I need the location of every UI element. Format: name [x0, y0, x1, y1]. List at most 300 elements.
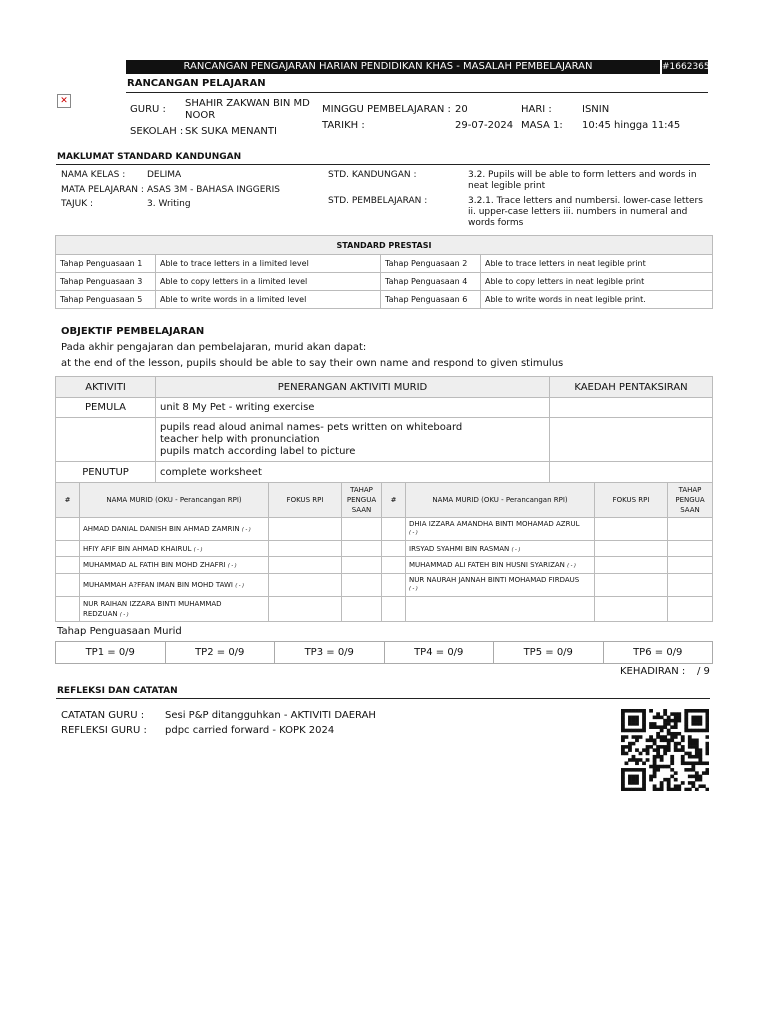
- tp-desc: Able to copy letters in a limited level: [156, 273, 381, 291]
- main-line1: pupils read aloud animal names- pets written on whiteboard: [160, 421, 463, 433]
- qr-module: [628, 722, 632, 726]
- penutup-label: PENUTUP: [56, 462, 156, 483]
- qr-module: [621, 716, 625, 720]
- hari-value: ISNIN: [582, 104, 610, 115]
- qr-module: [670, 712, 674, 716]
- qr-module: [656, 755, 660, 759]
- minggu-label: MINGGU PEMBELAJARAN :: [322, 104, 451, 115]
- qr-module: [625, 729, 629, 733]
- qr-module: [663, 748, 667, 752]
- student-name: [406, 557, 595, 574]
- qr-module: [698, 775, 702, 779]
- tahap-cell: [342, 541, 382, 557]
- qr-module: [688, 781, 692, 785]
- qr-module: [688, 788, 692, 791]
- qr-module: [646, 758, 650, 762]
- qr-module: [684, 768, 688, 772]
- std-pembelajaran-label: STD. PEMBELAJARAN :: [328, 196, 428, 206]
- qr-module: [635, 768, 639, 772]
- col-nama: NAMA MURID (OKU - Perancangan RPI): [406, 483, 595, 518]
- tahap-cell: [668, 597, 713, 622]
- refleksi-heading: REFLEKSI DAN CATATAN: [57, 686, 178, 696]
- qr-module: [698, 709, 702, 713]
- tp3-summary: TP3 = 0/9: [275, 642, 385, 664]
- qr-module: [632, 735, 636, 739]
- qr-module: [698, 755, 702, 759]
- qr-module: [628, 778, 632, 782]
- qr-module: [691, 709, 695, 713]
- qr-module: [635, 729, 639, 733]
- qr-module: [635, 781, 639, 785]
- qr-module: [621, 745, 625, 749]
- qr-module: [656, 765, 660, 769]
- tahap-cell: [342, 518, 382, 541]
- fokus-cell: [595, 518, 668, 541]
- qr-module: [642, 748, 646, 752]
- tp1-summary: TP1 = 0/9: [56, 642, 166, 664]
- qr-module: [628, 788, 632, 791]
- qr-module: [674, 712, 678, 716]
- tahap-summary: [55, 641, 713, 664]
- mata-pelajaran-label: MATA PELAJARAN :: [61, 185, 144, 195]
- qr-module: [698, 748, 702, 752]
- qr-module: [656, 732, 660, 736]
- qr-module: [656, 748, 660, 752]
- qr-module: [688, 768, 692, 772]
- qr-module: [660, 729, 664, 733]
- qr-module: [639, 709, 643, 713]
- qr-module: [621, 739, 625, 743]
- qr-module: [705, 761, 709, 765]
- qr-module: [632, 758, 636, 762]
- qr-module: [663, 765, 667, 769]
- qr-module: [649, 739, 653, 743]
- qr-module: [691, 755, 695, 759]
- student-name: [406, 574, 595, 597]
- main-line2: teacher help with pronunciation: [160, 433, 320, 445]
- qr-module: [625, 709, 629, 713]
- nama-kelas-label: NAMA KELAS :: [61, 170, 126, 180]
- qr-module: [649, 765, 653, 769]
- qr-module: [663, 719, 667, 723]
- qr-module: [670, 725, 674, 729]
- oku-tag: ( - ): [227, 563, 237, 569]
- main-line3: pupils match according label to picture: [160, 445, 356, 457]
- qr-module: [691, 719, 695, 723]
- kaedah-col: KAEDAH PENTAKSIRAN: [550, 377, 713, 398]
- qr-module: [667, 788, 671, 791]
- oku-tag: ( - ): [409, 530, 418, 536]
- qr-module: [681, 735, 685, 739]
- qr-module: [632, 781, 636, 785]
- qr-module: [646, 739, 650, 743]
- tp-desc: Able to write words in a limited level: [156, 291, 381, 309]
- tp5-summary: TP5 = 0/9: [494, 642, 604, 664]
- qr-module: [635, 761, 639, 765]
- qr-module: [628, 719, 632, 723]
- qr-module: [656, 735, 660, 739]
- student-name-text: NUR RAIHAN IZZARA BINTI MUHAMMAD: [83, 599, 222, 608]
- qr-module: [684, 719, 688, 723]
- qr-module: [649, 722, 653, 726]
- num-cell: [382, 541, 406, 557]
- fokus-cell: [595, 597, 668, 622]
- qr-module: [660, 716, 664, 720]
- qr-module: [632, 716, 636, 720]
- qr-module: [702, 784, 706, 788]
- qr-module: [670, 775, 674, 779]
- qr-module: [695, 709, 699, 713]
- qr-module: [621, 719, 625, 723]
- tarikh-label: TARIKH :: [322, 120, 365, 131]
- qr-module: [642, 778, 646, 782]
- qr-module: [663, 725, 667, 729]
- qr-module: [635, 748, 639, 752]
- qr-module: [625, 745, 629, 749]
- num-cell: [382, 518, 406, 541]
- qr-module: [625, 735, 629, 739]
- qr-module: [653, 761, 657, 765]
- student-name-text: MUHAMMAD AL FATIH BIN MOHD ZHAFRI: [83, 561, 226, 569]
- student-name: [80, 574, 269, 597]
- num-cell: [56, 541, 80, 557]
- col-tahap-line1: TAHAP: [678, 486, 702, 494]
- student-name: [406, 518, 595, 541]
- qr-module: [684, 788, 688, 791]
- qr-module: [705, 725, 709, 729]
- qr-module: [639, 758, 643, 762]
- qr-module: [642, 716, 646, 720]
- qr-module: [632, 768, 636, 772]
- objektif-line1: Pada akhir pengajaran dan pembelajaran, murid akan dapat:: [61, 342, 367, 353]
- qr-module: [695, 755, 699, 759]
- qr-module: [698, 716, 702, 720]
- student-name: [80, 557, 269, 574]
- col-tahap: [668, 483, 713, 518]
- qr-module: [670, 755, 674, 759]
- qr-module: [691, 739, 695, 743]
- qr-module: [684, 722, 688, 726]
- tp-label: Tahap Penguasaan 6: [381, 291, 481, 309]
- qr-module: [649, 775, 653, 779]
- qr-module: [674, 732, 678, 736]
- qr-module: [674, 716, 678, 720]
- qr-module: [663, 709, 667, 713]
- col-tahap-line1: TAHAP: [350, 486, 373, 494]
- tahap-cell: [342, 574, 382, 597]
- qr-module: [670, 719, 674, 723]
- table-row: [56, 462, 713, 483]
- qr-module: [663, 712, 667, 716]
- qr-module: [642, 771, 646, 775]
- qr-module: [684, 709, 688, 713]
- qr-module: [642, 729, 646, 733]
- qr-module: [674, 722, 678, 726]
- qr-module: [653, 775, 657, 779]
- qr-module: [653, 742, 657, 746]
- qr-module: [625, 788, 629, 791]
- std-pembelajaran-line2: ii. upper-case letters iii. numbers in numeral and: [468, 207, 688, 217]
- aktiviti-col: AKTIVITI: [56, 377, 156, 398]
- qr-module: [663, 735, 667, 739]
- qr-module: [663, 722, 667, 726]
- qr-module: [653, 768, 657, 772]
- tahap-cell: [668, 541, 713, 557]
- table-row: [56, 418, 713, 462]
- qr-module: [688, 739, 692, 743]
- qr-module: [625, 752, 629, 756]
- qr-module: [632, 719, 636, 723]
- qr-module: [677, 712, 681, 716]
- qr-module: [698, 758, 702, 762]
- qr-module: [674, 788, 678, 791]
- student-name-text: MUHAMMAH A?FFAN IMAN BIN MOHD TAWI: [83, 581, 233, 589]
- qr-module: [674, 725, 678, 729]
- kehadiran-label: KEHADIRAN :: [620, 666, 686, 677]
- qr-module: [698, 722, 702, 726]
- qr-module: [691, 722, 695, 726]
- qr-module: [667, 781, 671, 785]
- qr-module: [628, 748, 632, 752]
- qr-module: [635, 775, 639, 779]
- qr-module: [656, 716, 660, 720]
- col-fokus: FOKUS RPI: [269, 483, 342, 518]
- qr-module: [705, 716, 709, 720]
- num-cell: [382, 574, 406, 597]
- qr-module: [621, 771, 625, 775]
- qr-module: [628, 781, 632, 785]
- qr-module: [646, 745, 650, 749]
- qr-module: [621, 748, 625, 752]
- minggu-value: 20: [455, 104, 468, 115]
- qr-module: [635, 739, 639, 743]
- qr-module: [621, 712, 625, 716]
- tp-label: Tahap Penguasaan 2: [381, 255, 481, 273]
- qr-module: [660, 745, 664, 749]
- objektif-line2: at the end of the lesson, pupils should be able to say their own name and respond to given stimulus: [61, 358, 564, 369]
- qr-module: [698, 729, 702, 733]
- student-name-text: HFIY AFIF BIN AHMAD KHAIRUL: [83, 544, 192, 553]
- table-row: [56, 291, 713, 309]
- qr-module: [653, 758, 657, 762]
- qr-module: [642, 712, 646, 716]
- tp-label: Tahap Penguasaan 4: [381, 273, 481, 291]
- qr-module: [639, 752, 643, 756]
- qr-module: [632, 722, 636, 726]
- qr-module: [705, 768, 709, 772]
- std-kandungan-line2: neat legible print: [468, 181, 546, 191]
- qr-module: [621, 722, 625, 726]
- qr-module: [695, 745, 699, 749]
- qr-module: [632, 755, 636, 759]
- qr-module: [621, 709, 625, 713]
- col-num: #: [56, 483, 80, 518]
- header-title: RANCANGAN PENGAJARAN HARIAN PENDIDIKAN KHAS - MASALAH PEMBELAJARAN: [183, 61, 593, 72]
- tp6-summary: TP6 = 0/9: [603, 642, 713, 664]
- col-num: #: [382, 483, 406, 518]
- qr-module: [656, 768, 660, 772]
- col-nama: NAMA MURID (OKU - Perancangan RPI): [80, 483, 269, 518]
- qr-module: [642, 788, 646, 791]
- qr-module: [621, 788, 625, 791]
- qr-module: [656, 752, 660, 756]
- qr-module: [632, 729, 636, 733]
- std-kandungan-line1: 3.2. Pupils will be able to form letters and words in: [468, 170, 697, 180]
- refleksi-value: pdpc carried forward - KOPK 2024: [165, 725, 335, 736]
- qr-module: [670, 732, 674, 736]
- student-name: [80, 518, 269, 541]
- student-name-text: IRSYAD SYAHMI BIN RASMAN: [409, 544, 510, 553]
- qr-module: [632, 778, 636, 782]
- qr-module: [625, 768, 629, 772]
- qr-module: [635, 719, 639, 723]
- qr-module: [691, 784, 695, 788]
- qr-module: [649, 725, 653, 729]
- tp-label: Tahap Penguasaan 1: [56, 255, 156, 273]
- qr-module: [688, 761, 692, 765]
- qr-module: [656, 712, 660, 716]
- qr-module: [667, 784, 671, 788]
- divider: [56, 164, 710, 165]
- standard-prestasi-heading: STANDARD PRESTASI: [56, 236, 713, 255]
- qr-module: [670, 758, 674, 762]
- qr-module: [702, 761, 706, 765]
- qr-module: [656, 788, 660, 791]
- main-activity-cell: [156, 418, 550, 462]
- qr-module: [670, 768, 674, 772]
- qr-module: [642, 761, 646, 765]
- qr-module: [688, 745, 692, 749]
- qr-module: [635, 709, 639, 713]
- qr-module: [621, 729, 625, 733]
- kaedah-cell: [550, 462, 713, 483]
- qr-module: [660, 755, 664, 759]
- qr-module: [670, 761, 674, 765]
- tahap-cell: [668, 557, 713, 574]
- qr-module: [681, 755, 685, 759]
- pemula-desc: unit 8 My Pet - writing exercise: [156, 398, 550, 418]
- tp-label: Tahap Penguasaan 5: [56, 291, 156, 309]
- qr-module: [705, 719, 709, 723]
- pemula-label: PEMULA: [56, 398, 156, 418]
- qr-module: [681, 745, 685, 749]
- section-title: RANCANGAN PELAJARAN: [127, 78, 266, 89]
- guru-value-line1: SHAHIR ZAKWAN BIN MD: [185, 98, 310, 109]
- objektif-heading: OBJEKTIF PEMBELAJARAN: [61, 326, 205, 337]
- tp-desc: Able to trace letters in a limited level: [156, 255, 381, 273]
- qr-module: [628, 758, 632, 762]
- num-cell: [56, 574, 80, 597]
- student-name: [80, 541, 269, 557]
- qr-module: [698, 761, 702, 765]
- fokus-cell: [595, 557, 668, 574]
- qr-module: [663, 752, 667, 756]
- qr-module: [705, 745, 709, 749]
- aktiviti-table: [55, 376, 713, 483]
- qr-module: [628, 742, 632, 746]
- qr-module: [688, 742, 692, 746]
- qr-module: [695, 729, 699, 733]
- qr-module: [674, 719, 678, 723]
- oku-tag: ( - ): [511, 546, 521, 553]
- fokus-cell: [269, 574, 342, 597]
- qr-module: [670, 735, 674, 739]
- tp2-summary: TP2 = 0/9: [165, 642, 275, 664]
- mata-pelajaran-value: ASAS 3M - BAHASA INGGERIS: [147, 185, 281, 195]
- qr-module: [695, 771, 699, 775]
- qr-module: [660, 788, 664, 791]
- std-pembelajaran-line3: words forms: [468, 218, 524, 228]
- header-bar: [126, 60, 708, 74]
- qr-module: [642, 768, 646, 772]
- qr-module: [705, 742, 709, 746]
- qr-module: [653, 771, 657, 775]
- qr-module: [642, 725, 646, 729]
- qr-module: [695, 748, 699, 752]
- guru-label: GURU :: [130, 104, 166, 115]
- qr-module: [649, 709, 653, 713]
- hari-label: HARI :: [521, 104, 552, 115]
- qr-module: [691, 729, 695, 733]
- qr-module: [660, 781, 664, 785]
- student-name-text: MUHAMMAD ALI FATEH BIN HUSNI SYARIZAN: [409, 561, 565, 569]
- col-tahap-line3: SAAN: [680, 506, 700, 514]
- tahap-cell: [668, 518, 713, 541]
- qr-module: [677, 788, 681, 791]
- kehadiran-value: / 9: [697, 666, 710, 677]
- qr-module: [702, 709, 706, 713]
- refleksi-label: REFLEKSI GURU :: [61, 725, 147, 736]
- qr-module: [670, 739, 674, 743]
- qr-module: [681, 758, 685, 762]
- qr-module: [628, 709, 632, 713]
- table-row: [56, 273, 713, 291]
- student-name-text: AHMAD DANIAL DANISH BIN AHMAD ZAMRIN: [83, 525, 240, 533]
- oku-tag: ( - ): [241, 527, 251, 533]
- qr-module: [677, 732, 681, 736]
- qr-module: [688, 752, 692, 756]
- qr-module: [642, 709, 646, 713]
- student-name: [406, 541, 595, 557]
- qr-module: [684, 716, 688, 720]
- qr-module: [639, 729, 643, 733]
- qr-module: [660, 765, 664, 769]
- qr-module: [702, 771, 706, 775]
- qr-module: [698, 752, 702, 756]
- student-name: [80, 597, 269, 622]
- qr-module: [677, 748, 681, 752]
- qr-module: [674, 748, 678, 752]
- qr-module: [642, 784, 646, 788]
- divider: [126, 92, 708, 93]
- qr-module: [681, 761, 685, 765]
- oku-tag: ( - ): [567, 563, 577, 569]
- qr-module: [705, 722, 709, 726]
- qr-module: [639, 788, 643, 791]
- qr-module: [695, 716, 699, 720]
- col-tahap-line3: SAAN: [351, 506, 372, 514]
- qr-module: [628, 729, 632, 733]
- qr-module: [635, 788, 639, 791]
- qr-module: [642, 781, 646, 785]
- qr-module: [656, 725, 660, 729]
- qr-module: [705, 735, 709, 739]
- qr-module: [684, 729, 688, 733]
- qr-module: [698, 778, 702, 782]
- fokus-cell: [595, 541, 668, 557]
- qr-module: [681, 739, 685, 743]
- tarikh-value: 29-07-2024: [455, 120, 514, 131]
